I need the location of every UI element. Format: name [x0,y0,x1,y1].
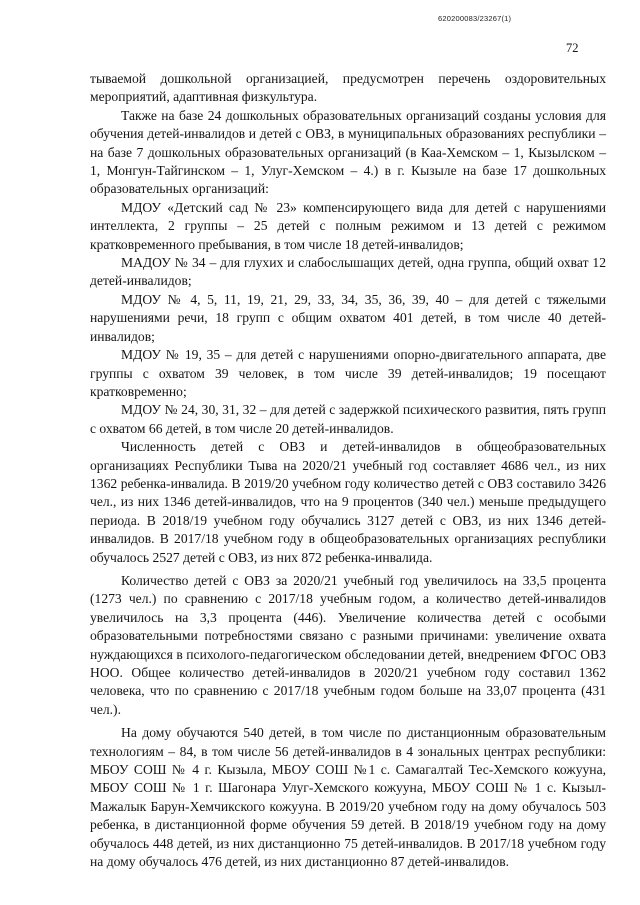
paragraph-mdou-23: МДОУ «Детский сад № 23» компенсирующего вида для детей с нарушениями интеллекта, 2 группы – 25 детей с полным режимом и 13 детей с режимом кратковременного пребывания, в том числе 18 детей-инвалидов; [90,199,606,252]
paragraph-speech-disorders: МДОУ № 4, 5, 11, 19, 21, 29, 33, 34, 35, 36, 39, 40 – для детей с тяжелыми нарушениями речи, 18 групп с общим охватом 401 детей, в том числе 40 детей-инвалидов; [90,291,606,344]
document-id: 620200083/23267(1) [438,14,512,23]
paragraph-home-schooling: На дому обучаются 540 детей, в том числе по дистанционным образовательным технологиям – 84, в том числе 56 детей-инвалидов в 4 зональных центрах республики: МБОУ СОШ № 4 г. Кызыла, МБОУ СОШ №1 с. Самагалтай Тес-Хемского кожууна, МБОУ СОШ № 1 г. Шагонара Улуг-Хемского кожууна, МБОУ СОШ № 1 с. Кызыл-Мажалык Барун-Хемчикского кожууна. В 2019/20 учебном году на дому обучалось 503 ребенка, в дистанционной форме обучения 59 детей. В 2018/19 учебном году на дому обучалось 448 детей, из них дистанционно 75 детей-инвалидов. В 2017/18 учебном году на дому обучалось 476 детей, из них дистанционно 87 детей-инвалидов. [90,725,606,870]
paragraph-growth-stats: Количество детей с ОВЗ за 2020/21 учебный год увеличилось на 33,5 процента (1273 чел.) по сравнению с 2017/18 учебным годом, а количество детей-инвалидов увеличилось на 3,3 процента (446). Увеличение количества детей с особыми образовательными потребностями связано с разными причинами: увеличение охвата нуждающихся в психолого-педагогическом обследовании детей, внедрением ФГОС ОВЗ НОО. Общее количество детей-инвалидов в 2020/21 учебном году составил 1362 человека, что по сравнению с 2017/18 учебным годом больше на 33,07 процента (431 чел.). [90,572,606,717]
document-body [90,70,606,871]
paragraph-musculoskeletal: МДОУ № 19, 35 – для детей с нарушениями опорно-двигательного аппарата, две группы с охватом 39 человек, в том числе 39 детей-инвалидов; 19 посещают кратковременно; [90,347,606,399]
paragraph-continuation: тываемой дошкольной организацией, предусмотрен перечень оздоровительных мероприятий, адаптивная физкультура. [90,71,606,105]
paragraph-mental-delay: МДОУ № 24, 30, 31, 32 – для детей с задержкой психического развития, пять групп с охватом 66 детей, в том числе 20 детей-инвалидов. [90,402,606,436]
page-number: 72 [566,41,579,55]
paragraph-conditions-overview: Также на базе 24 дошкольных образовательных организаций созданы условия для обучения детей-инвалидов и детей с ОВЗ, в муниципальных образованиях республики – на базе 7 дошкольных образовательных организаций (в Каа-Хемском – 1, Кызылском – 1, Монгун-Тайгинском – 1, Улуг-Хемском – 4.) в г. Кызыле на базе 17 дошкольных образовательных организаций: [90,107,606,197]
paragraph-school-enrollment: Численность детей с ОВЗ и детей-инвалидов в общеобразовательных организациях Республики Тыва на 2020/21 учебный год составляет 4686 чел., из них 1362 ребенка-инвалида. В 2019/20 учебном году количество детей с ОВЗ составило 3426 чел., из них 1346 детей-инвалидов, что на 9 процентов (340 чел.) меньше предыдущего периода. В 2018/19 учебном году обучались 3127 детей с ОВЗ, из них 1346 детей-инвалидов. В 2017/18 учебном году в общеобразовательных организациях республики обучалось 2527 детей с ОВЗ, из них 872 ребенка-инвалида. [90,439,606,565]
paragraph-madou-34: МАДОУ № 34 – для глухих и слабослышащих детей, одна группа, общий охват 12 детей-инвалидов; [90,255,606,289]
